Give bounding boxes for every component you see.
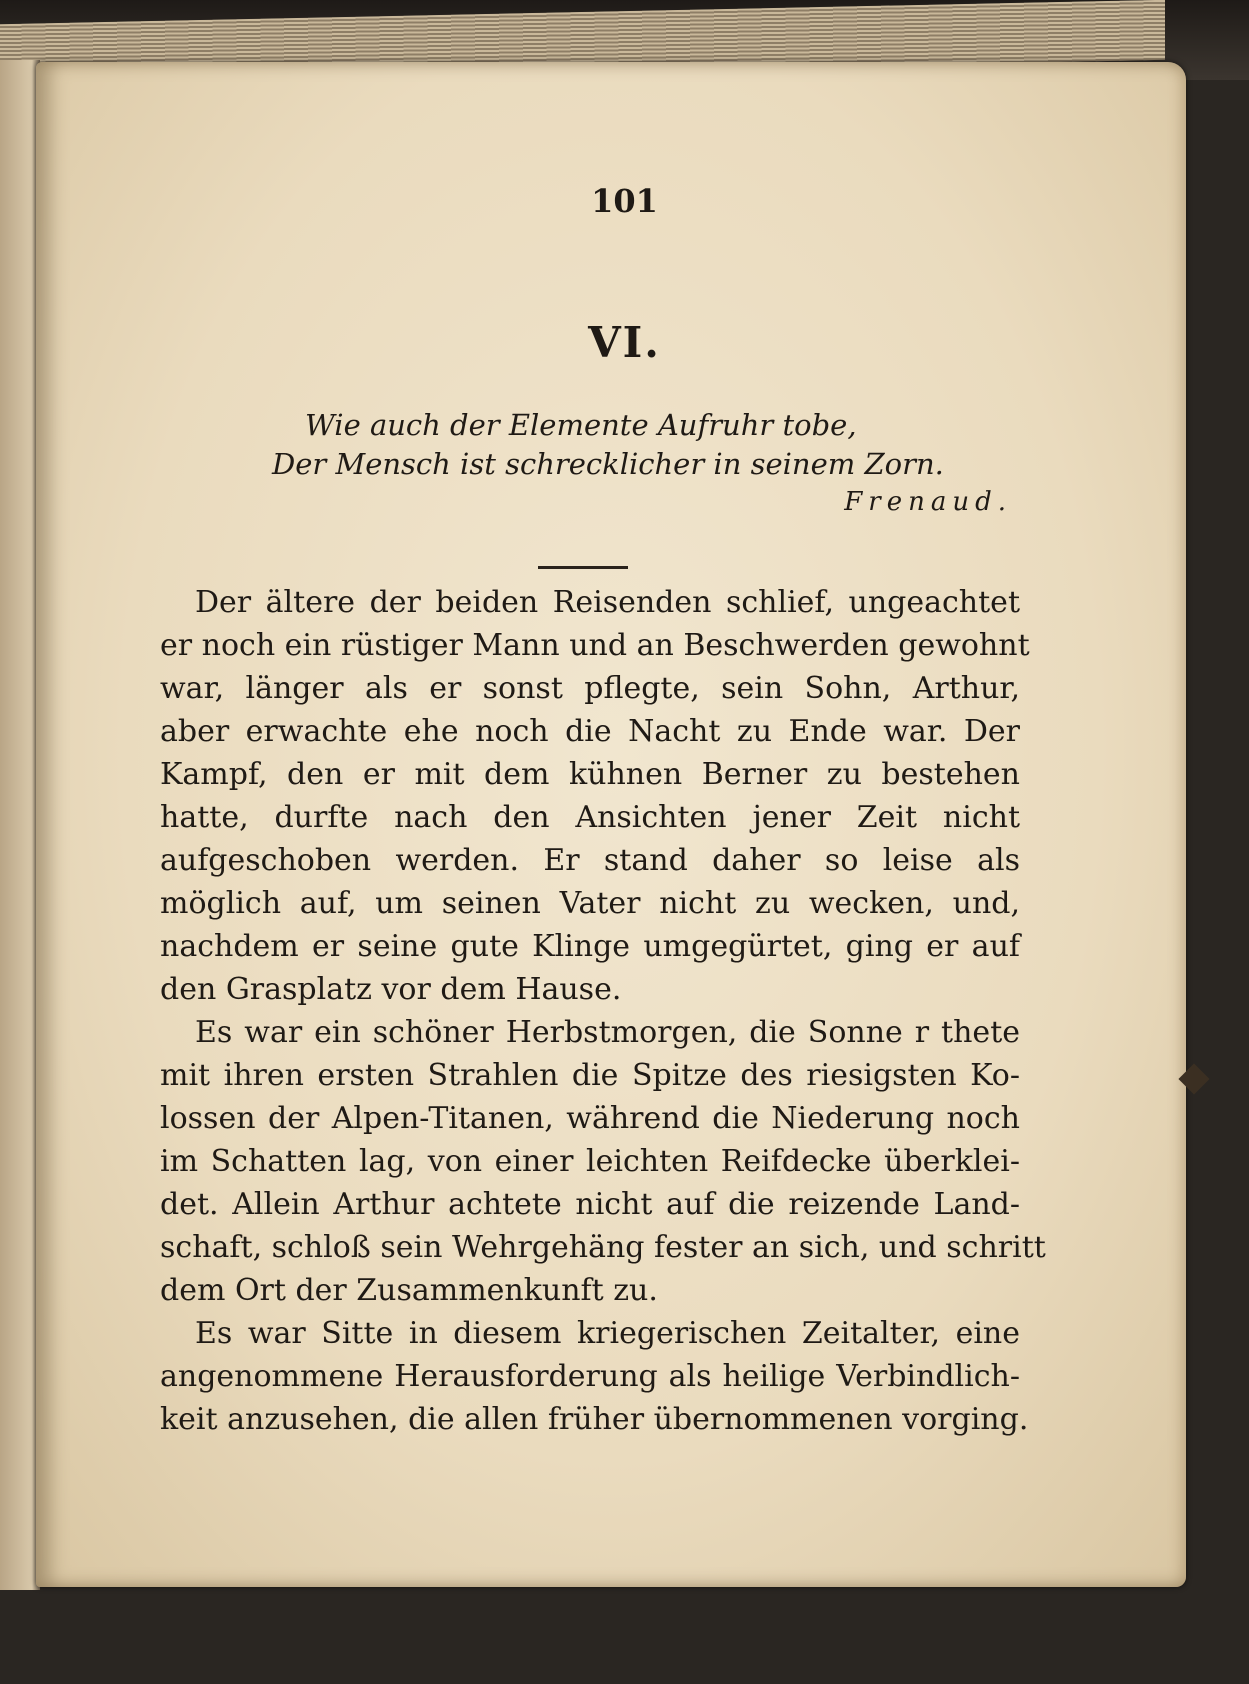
text-line: möglich auf, um seinen Vater nicht zu wecken, und, <box>160 886 1020 921</box>
text-line: lossen der Alpen-Titanen, während die Niederung noch <box>160 1101 1020 1136</box>
text-line: Kampf, den er mit dem kühnen Berner zu bestehen <box>160 757 1020 792</box>
text-line: Es war Sitte in diesem kriegerischen Zeitalter, eine <box>195 1316 1020 1351</box>
text-line: Der ältere der beiden Reisenden schlief, ungeachtet <box>195 585 1020 620</box>
text-line: angenommene Herausforderung als heilige Verbindlich- <box>160 1359 1020 1394</box>
epigraph-line: Der Mensch ist schrecklicher in seinem Zorn. <box>272 447 944 481</box>
text-line: keit anzusehen, die allen früher übernommenen vorging. <box>160 1402 1029 1437</box>
text-line: aber erwachte ehe noch die Nacht zu Ende war. Der <box>160 714 1020 749</box>
section-divider <box>538 566 628 569</box>
epigraph-line: Wie auch der Elemente Aufruhr tobe, <box>305 408 857 442</box>
text-line: im Schatten lag, von einer leichten Reifdecke überklei- <box>160 1144 1020 1179</box>
page-number: 101 <box>591 182 658 220</box>
text-line: Es war ein schöner Herbstmorgen, die Sonne r thete <box>195 1015 1020 1050</box>
text-line: nachdem er seine gute Klinge umgegürtet, ging er auf <box>160 929 1020 964</box>
text-line: det. Allein Arthur achtete nicht auf die reizende Land- <box>160 1187 1020 1222</box>
text-line: er noch ein rüstiger Mann und an Beschwerden gewohnt <box>160 628 1030 663</box>
text-line: schaft, schloß sein Wehrgehäng fester an sich, und schritt <box>160 1230 1046 1265</box>
text-line: aufgeschoben werden. Er stand daher so leise als <box>160 843 1020 878</box>
text-line: dem Ort der Zusammenkunft zu. <box>160 1273 658 1308</box>
epigraph-attribution: Frenaud. <box>844 487 1012 517</box>
text-line: war, länger als er sonst pflegte, sein Sohn, Arthur, <box>160 671 1020 706</box>
text-line: mit ihren ersten Strahlen die Spitze des riesigsten Ko- <box>160 1058 1020 1093</box>
text-line: hatte, durfte nach den Ansichten jener Zeit nicht <box>160 800 1020 835</box>
left-page-edge <box>0 60 40 1590</box>
chapter-heading: VI. <box>588 318 661 367</box>
text-line: den Grasplatz vor dem Hause. <box>160 972 622 1007</box>
